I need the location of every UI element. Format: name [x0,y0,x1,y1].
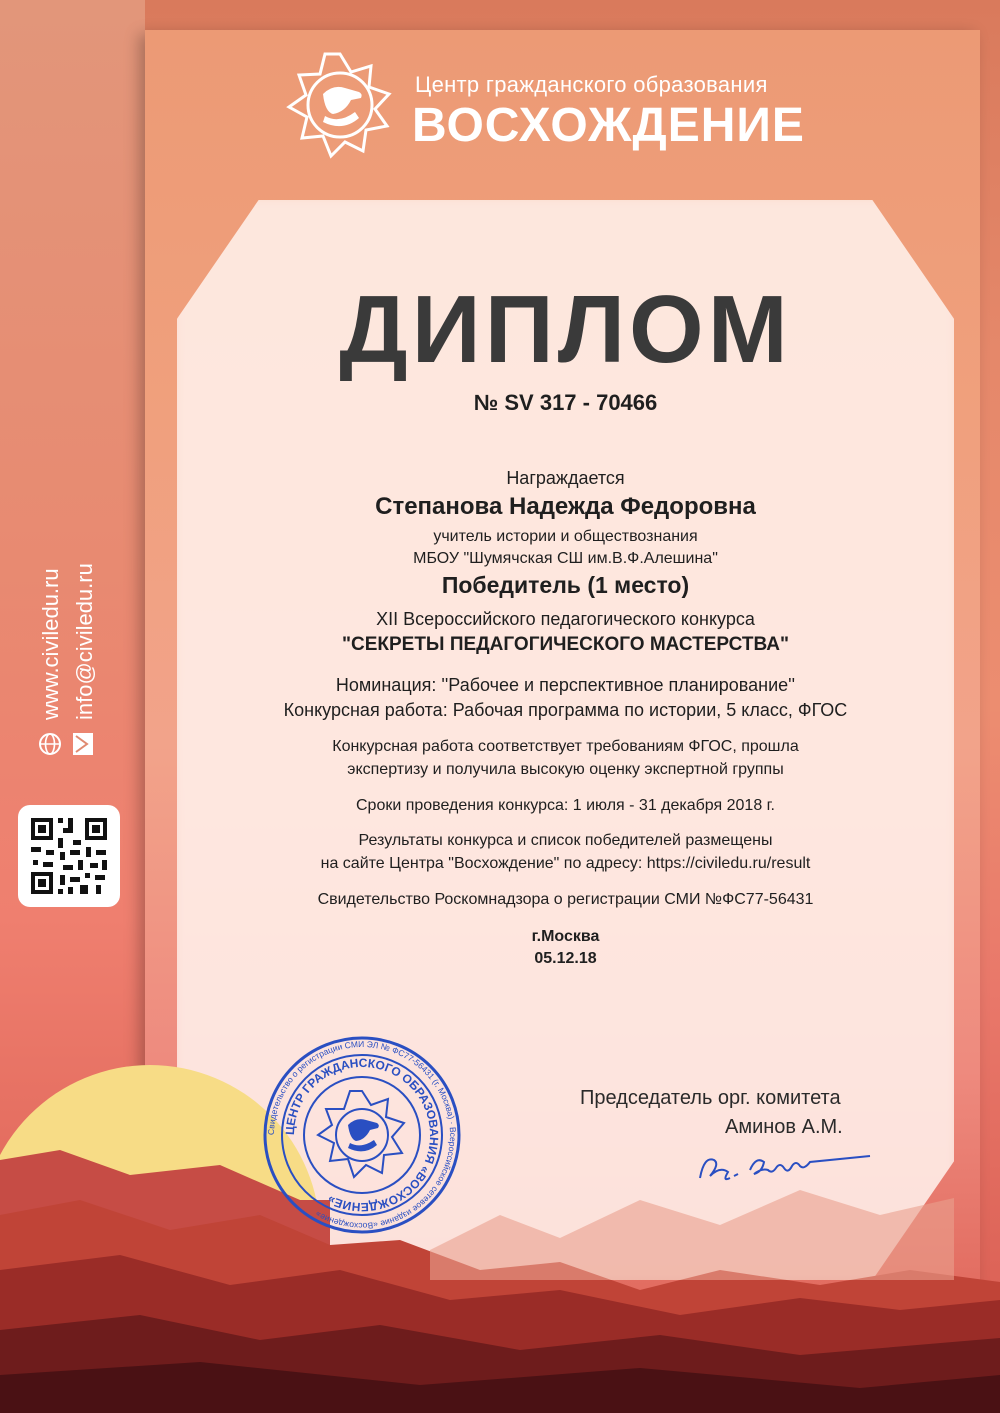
awarded-label: Награждается [506,468,625,488]
results-line-1: Результаты конкурса и список победителей размещены [358,832,773,849]
recipient-position: учитель истории и обществознания [433,528,698,545]
official-stamp [262,1035,462,1235]
svg-text:Свидетельство о регистрации СМ: Свидетельство о регистрации СМИ ЭЛ № ФС77-56431 (г. Москва) · Всероссийское сетевое издание «Восхождение» [265,1038,459,1232]
voshozhdenie-logo-icon [285,50,395,160]
issue-date: 05.12.18 [534,950,597,967]
results-line-2: на сайте Центра "Восхождение" по адресу: https://civiledu.ru/result [320,855,811,872]
org-subtitle: Центр гражданского образования [415,72,768,97]
email-text: info@civiledu.ru [72,563,97,720]
recipient-school: МБОУ "Шумячская СШ им.В.Ф.Алешина" [413,550,718,567]
diploma-number: № SV 317 - 70466 [473,390,658,415]
contest-name: "СЕКРЕТЫ ПЕДАГОГИЧЕСКОГО МАСТЕРСТВА" [341,634,789,655]
registration-text: Свидетельство Роскомнадзора о регистрации СМИ №ФС77-56431 [317,891,814,908]
compliance-line-2: экспертизу и получила высокую оценку экспертной группы [347,761,784,778]
place-label: Победитель (1 место) [441,572,690,598]
work-text: Конкурсная работа: Рабочая программа по истории, 5 класс, ФГОС [283,700,848,720]
sunset-mountains-illustration [0,1000,1000,1413]
globe-icon [38,732,62,756]
mail-icon [72,732,94,756]
qr-code [18,805,120,907]
diploma-title: ДИПЛОМ [339,276,792,383]
recipient-name: Степанова Надежда Федоровна [375,493,756,520]
compliance-line-1: Конкурсная работа соответствует требованиям ФГОС, прошла [332,738,799,755]
handwritten-signature [690,1140,890,1190]
org-name: ВОСХОЖДЕНИЕ [412,99,805,152]
nomination-text: Номинация: ''Рабочее и перспективное планирование'' [335,675,796,695]
contest-dates: Сроки проведения конкурса: 1 июля - 31 декабря 2018 г. [355,797,775,814]
website-text: www.civiledu.ru [38,568,63,720]
signatory-name: Аминов А.М. [725,1116,843,1138]
signatory-title: Председатель орг. комитета [580,1087,841,1109]
contest-label: XII Всероссийского педагогического конкурса [376,609,755,629]
issue-city: г.Москва [531,928,600,945]
svg-text:ЦЕНТР ГРАЖДАНСКОГО ОБРАЗОВАНИЯ: ЦЕНТР ГРАЖДАНСКОГО ОБРАЗОВАНИЯ «ВОСХОЖДЕНИЕ» [282,1055,442,1215]
